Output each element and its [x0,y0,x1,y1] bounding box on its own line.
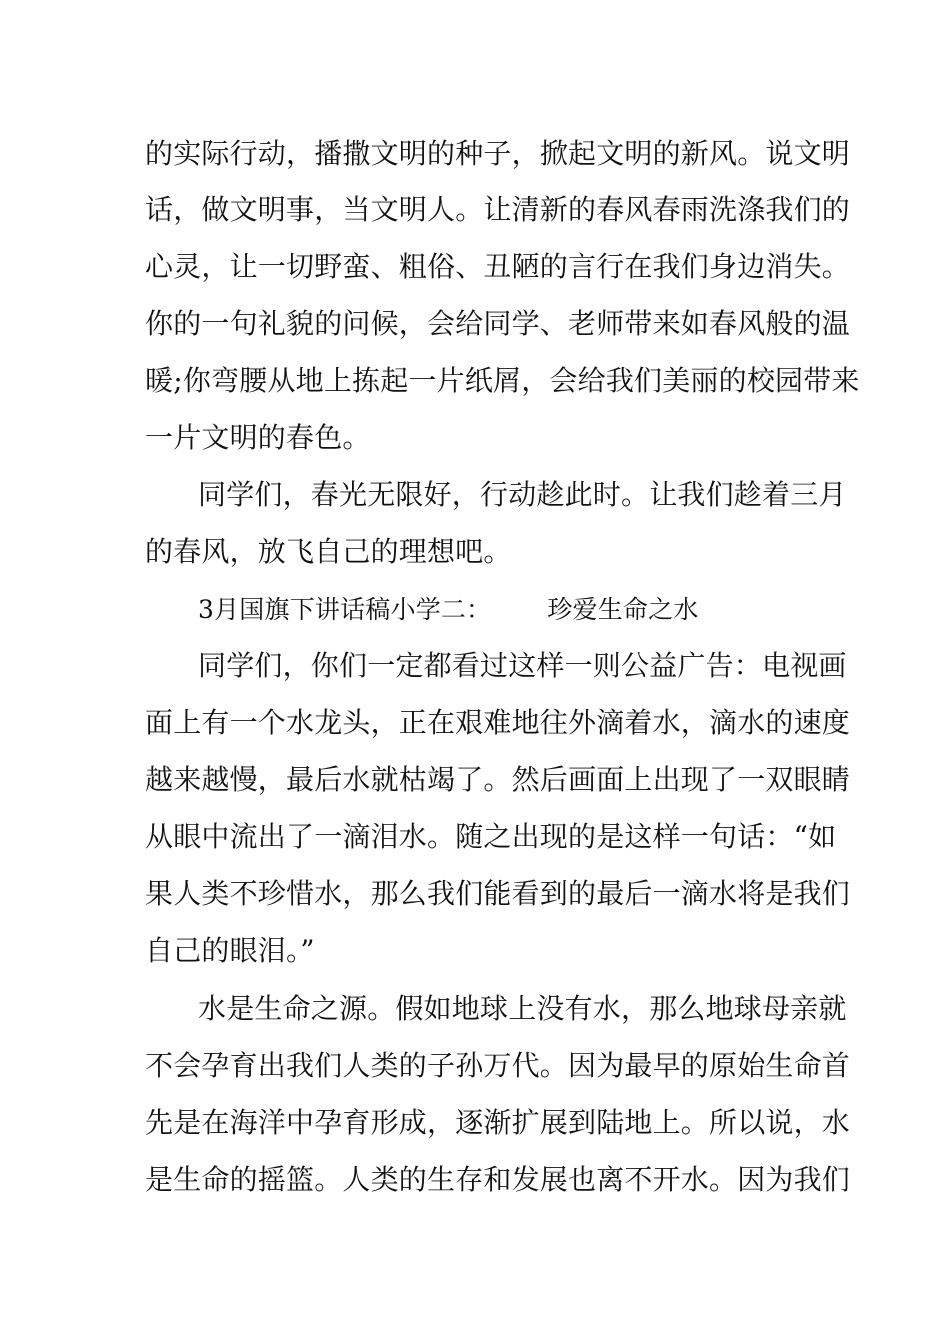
text-line: 从眼中流出了一滴泪水。随之出现的是这样一句话：“如 [145,820,837,853]
text-line: 越来越慢，最后水就枯竭了。然后画面上出现了一双眼睛 [145,763,851,796]
text-line: 同学们，你们一定都看过这样一则公益广告：电视画 [198,649,847,682]
section-heading [198,593,868,627]
text-line: 话，做文明事，当文明人。让清新的春风春雨洗涤我们的 [145,193,851,226]
text-line: 心灵，让一切野蛮、粗俗、丑陋的言行在我们身边消失。 [145,250,851,283]
text-line: 先是在海洋中孕育形成，逐渐扩展到陆地上。所以说，水 [145,1106,851,1139]
heading-title: 珍爱生命之水 [547,595,699,624]
text-line: 是生命的摇篮。人类的生存和发展也离不开水。因为我们 [145,1163,851,1196]
text-line: 不会孕育出我们人类的子孙万代。因为最早的原始生命首 [145,1049,851,1082]
text-line: 面上有一个水龙头，正在艰难地往外滴着水，滴水的速度 [145,706,851,739]
text-line: 果人类不珍惜水，那么我们能看到的最后一滴水将是我们 [145,877,851,910]
text-line: 的春风，放飞自己的理想吧。 [145,535,512,568]
text-line: 自己的眼泪。” [145,934,315,967]
text-line: 的实际行动，播撒文明的种子，掀起文明的新风。说文明 [145,137,851,170]
text-line: 你的一句礼貌的问候，会给同学、老师带来如春风般的温 [145,307,851,340]
heading-prefix: 3月国旗下讲话稿小学二： [198,595,492,624]
text-line: 暖;你弯腰从地上拣起一片纸屑，会给我们美丽的校园带来 [145,364,860,397]
text-line: 同学们，春光无限好，行动趁此时。让我们趁着三月 [198,478,847,511]
text-line: 水是生命之源。假如地球上没有水，那么地球母亲就 [198,992,847,1025]
text-line: 一片文明的春色。 [145,421,371,454]
